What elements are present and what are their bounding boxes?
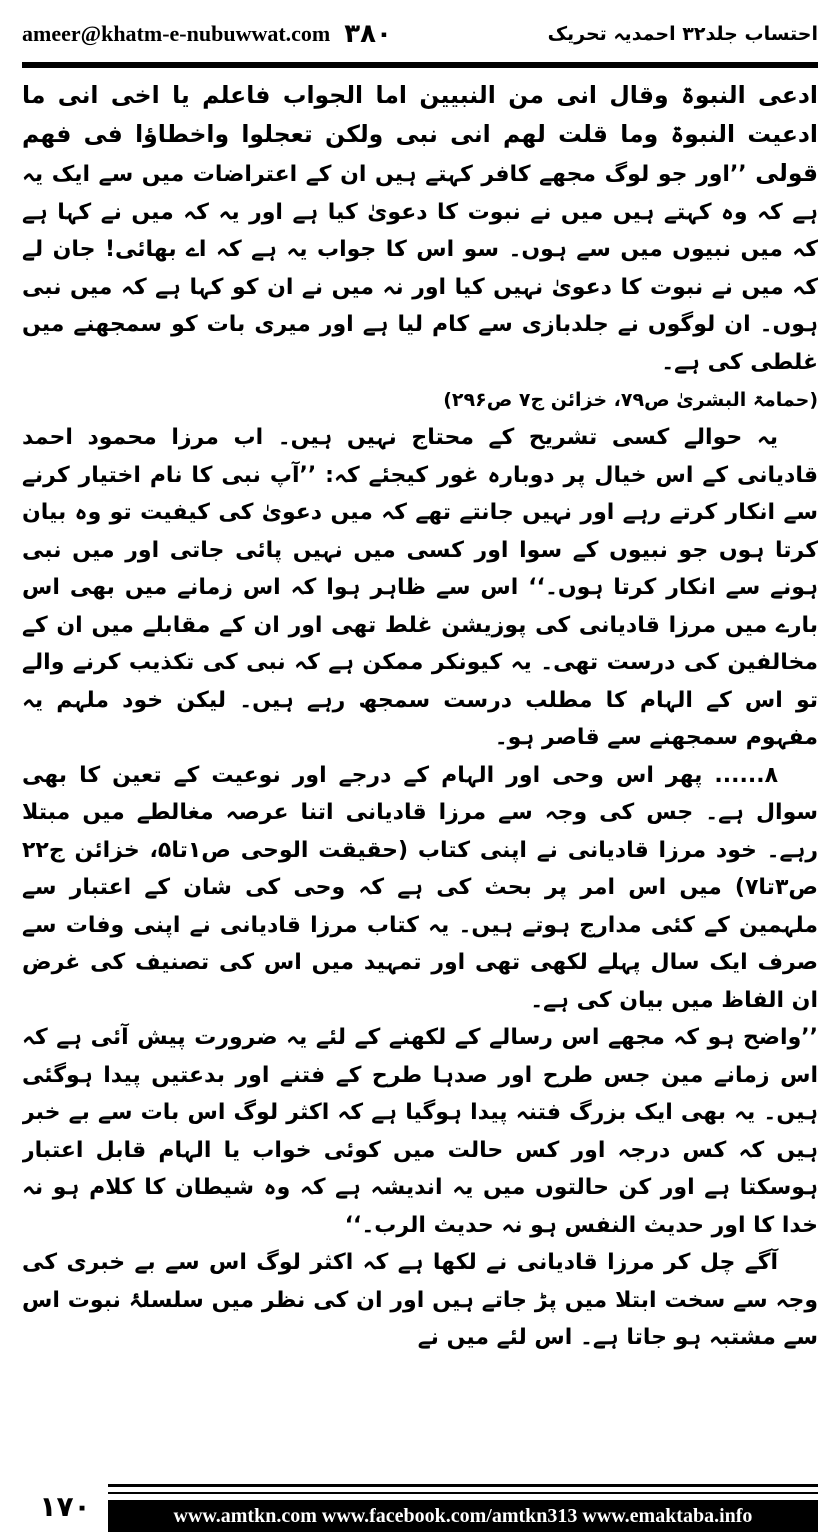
footer-rule [108, 1484, 818, 1494]
page-content [22, 76, 818, 1474]
footer-links: www.amtkn.com www.facebook.com/amtkn313 www.emaktaba.info [108, 1500, 818, 1532]
block-quote: ’’واضح ہو کہ مجھے اس رسالے کے لکھنے کے لئے یہ ضرورت پیش آئی ہے کہ اس زمانے مین جس طرح اور صدہا طرح کے فتنے اور بدعتیں پیدا ہوگئی ہیں۔ یہ بھی ایک بزرگ فتنہ پیدا ہوگیا ہے کہ اکثر لوگ اس بات سے بے خبر ہیں کہ کس درجہ اور کس حالت میں کوئی خواب یا الہام قابل اعتبار ہوسکتا ہے اور کن حالتوں میں یہ اندیشہ ہے کہ وہ شیطان کا کلام ہو نہ خدا کا اور حدیث النفس ہو نہ حدیث الرب۔‘‘ [22, 1025, 818, 1238]
arabic-quote: ادعی النبوۃ وقال انی من النبیین اما الجواب فاعلم یا اخی انی ما ادعیت النبوۃ وما قلت لھم انی نبی ولکن تعجلوا واخطاؤا فی فھم قولی [22, 81, 818, 187]
running-title: احتساب جلد۳۲ احمدیہ تحریک [547, 23, 818, 45]
urdu-translation: ’’اور جو لوگ مجھے کافر کہتے ہیں ان کے اعتراضات میں سے ایک یہ ہے کہ وہ کہتے ہیں میں نے نبوت کا دعویٰ کیا ہے اور یہ کہ میں نے کہا ہے کہ میں نبیوں میں سے ہوں۔ سو اس کا جواب یہ ہے کہ اے بھائی! جان لے کہ میں نے نبوت کا دعویٰ نہیں کیا اور نہ میں نے ان کو کہا ہے کہ میں نبی ہوں۔ ان لوگوں نے جلدبازی سے کام لیا ہے اور میری بات کو سمجھنے میں غلطی کی ہے۔ [22, 162, 818, 375]
header-left [22, 19, 392, 49]
footer-page-number: ١٧٠ [39, 1489, 91, 1523]
body-paragraph-3: ۸...... پھر اس وحی اور الہام کے درجے اور نوعیت کے تعین کا بھی سوال ہے۔ جس کی وجہ سے مرزا قادیانی اتنا عرصہ مغالطے میں مبتلا رہے۔ خود مرزا قادیانی نے اپنی کتاب (حقیقت الوحی ص۱تا۵، خزائن ج۲۲ ص۳تا۷) میں اس امر پر بحث کی ہے کہ وحی کی شان کے اعتبار سے ملہمین کے کئی مدارج ہوتے ہیں۔ یہ کتاب مرزا قادیانی نے اپنی وفات سے صرف ایک سال پہلے لکھی تھی اور تمہید میں اس کی تصنیف کی غرض ان الفاظ میں بیان کی ہے۔ [22, 762, 818, 1013]
quote-paragraph [22, 76, 818, 381]
reference-citation: (حمامۃ البشریٰ ص۷۹، خزائن ج۷ ص۲۹۶) [443, 389, 818, 411]
body-paragraph-2: یہ حوالے کسی تشریح کے محتاج نہیں ہیں۔ اب مرزا محمود احمد قادیانی کے اس خیال پر دوبارہ غور کیجئے کہ: ’’آپ نبی کا نام اختیار کرنے سے انکار کرتے رہے اور نہیں جانتے تھے کہ میں دعویٰ کی کیفیت تو وہ بیان کرتا ہوں جو نبیوں کے سوا اور کسی میں نہیں پائی جاتی اور میں نبی ہونے سے انکار کرتا ہوں۔‘‘ اس سے ظاہر ہوا کہ اس زمانے میں بھی اس بارے میں مرزا قادیانی کی پوزیشن غلط تھی اور ان کے مقابلے میں ان کے مخالفین کی درست تھی۔ یہ کیونکر ممکن ہے کہ نبی کی تکذیب کرنے والے تو اس کے الہام کا مطلب درست سمجھ رہے ہیں۔ لیکن خود ملہم یہ مفہوم سمجھنے سے قاصر ہو۔ [22, 425, 818, 750]
header-rule [22, 62, 818, 68]
body-paragraph-5: آگے چل کر مرزا قادیانی نے لکھا ہے کہ اکثر لوگ اس سے بے خبری کی وجہ سے سخت ابتلا میں پڑ جاتے ہیں اور ان کی نظر میں سلسلۂ نبوت اس سے مشتبہ ہو جاتا ہے۔ اس لئے میں نے [22, 1250, 818, 1350]
footer-band [108, 1480, 818, 1532]
header-page-number: ٣٨٠ [344, 19, 392, 49]
page-footer [22, 1480, 818, 1532]
header-email: ameer@khatm-e-nubuwwat.com [22, 21, 331, 46]
page-header [22, 12, 818, 56]
